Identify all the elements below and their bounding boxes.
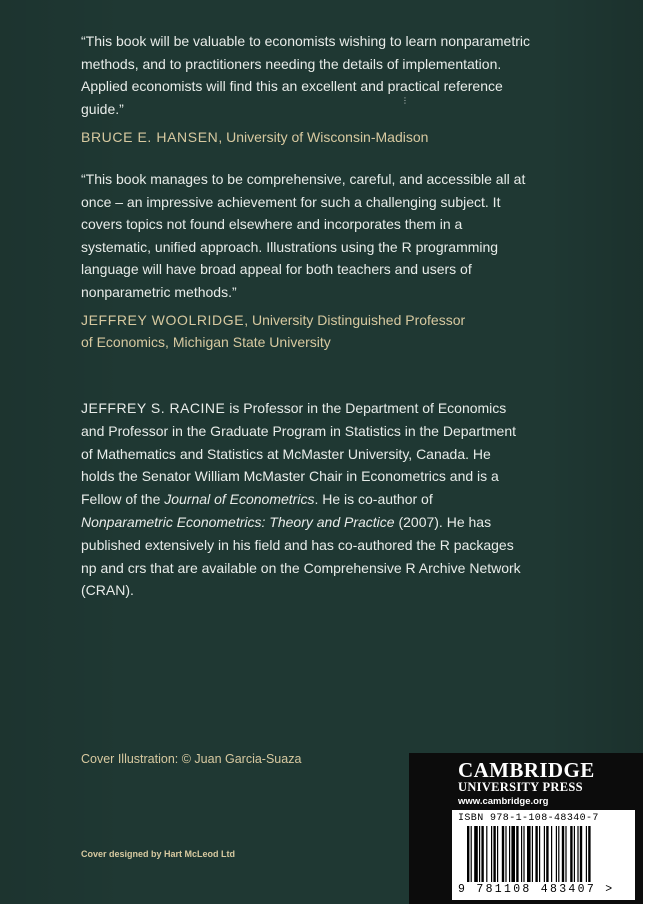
- barcode-digits: 9 781108 483407 >: [458, 883, 615, 896]
- bio-text: is Professor in the Department of Economics and Professor in the Graduate Program in Statistics in the Department of Mathematics and Statistics at McMaster University, Canada. He holds the Senator William McMaster Chair in Econometrics and is a Fellow of the: [81, 400, 516, 508]
- author-name: JEFFREY S. RACINE: [81, 400, 226, 416]
- review-quote-woolridge: “This book manages to be comprehensive, careful, and accessible all at once – an impressive achievement for such a challenging subject. It covers topics not found elsewhere and incorporates them in a systematic, unified approach. Illustrations using the R programming language will have broad appeal for both teachers and users of nonparametric methods.”: [81, 171, 526, 300]
- reviewer-name: JEFFREY WOOLRIDGE: [81, 312, 245, 328]
- bio-text: (2007). He has published extensively in his field and has co-authored the R packages np and crs that are available on the Comprehensive R Archive Network (CRAN).: [81, 513, 521, 599]
- reviewer-affiliation: , University of Wisconsin-Madison: [218, 129, 429, 145]
- bio-text: . He is co-author of: [314, 491, 433, 508]
- speck-mark: ⋮: [401, 96, 409, 105]
- review-quote-hansen: “This book will be valuable to economists wishing to learn nonparametric methods, and to practitioners needing the details of implementation. Applied economists will find this an excellent and practical reference guide.”: [81, 33, 530, 117]
- book-title: Nonparametric Econometrics: Theory and Practice: [81, 513, 395, 530]
- publisher-name: CAMBRIDGE: [458, 758, 595, 782]
- author-bio: [81, 397, 521, 602]
- cover-illustration-credit: Cover Illustration: © Juan Garcia-Suaza: [81, 752, 302, 766]
- reviewer-name: BRUCE E. HANSEN: [81, 129, 219, 145]
- review-attribution-hansen: [81, 126, 541, 148]
- review-attribution-woolridge: [81, 309, 471, 353]
- publisher-url: www.cambridge.org: [458, 796, 549, 807]
- page-edge: [643, 0, 660, 904]
- cover-designer-credit: Cover designed by Hart McLeod Ltd: [81, 849, 236, 859]
- publisher-subname: UNIVERSITY PRESS: [458, 780, 583, 794]
- reviewer-affiliation: , University Distinguished Professor of Economics, Michigan State University: [81, 312, 466, 350]
- journal-title: Journal of Econometrics: [164, 491, 315, 508]
- barcode-icon: [467, 826, 627, 882]
- isbn-label: ISBN 978-1-108-48340-7: [458, 813, 599, 824]
